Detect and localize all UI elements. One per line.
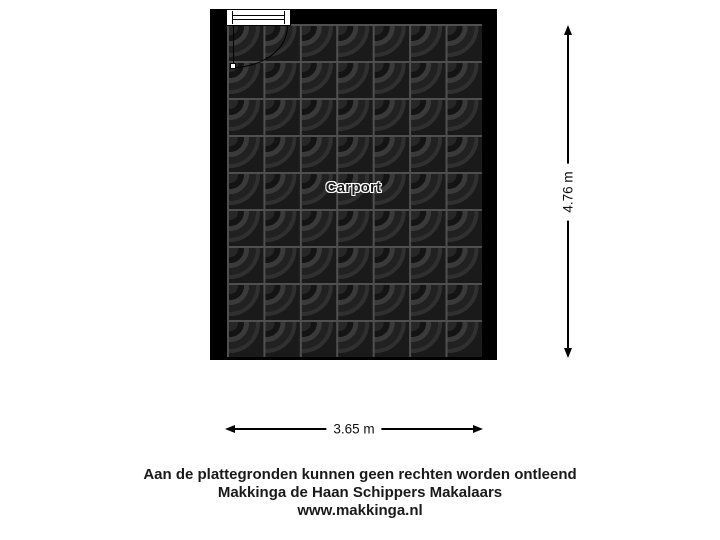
disclaimer-text: Aan de plattegronden kunnen geen rechten worden ontleend [143, 466, 577, 483]
horizontal-dimension-label: 3.65 m [326, 420, 381, 439]
arrow-right-icon [473, 425, 483, 433]
company-name: Makkinga de Haan Schippers Makalaars [217, 484, 503, 501]
arrow-down-icon [564, 348, 572, 358]
door-frame-cap-left [232, 11, 233, 24]
footer [0, 466, 720, 520]
room-label: Carport [325, 179, 382, 196]
horizontal-dimension [225, 422, 483, 436]
vertical-dimension-label: 4.76 m [559, 163, 578, 220]
door-window-icon [226, 9, 291, 26]
website-text: www.makkinga.nl [297, 502, 423, 519]
vertical-dimension [561, 25, 575, 358]
door-pane-line [233, 15, 284, 16]
door-pivot-dot [230, 63, 236, 69]
door-frame-cap-right [284, 11, 285, 24]
floor-plan [210, 9, 497, 360]
door-pane-line [233, 19, 284, 20]
